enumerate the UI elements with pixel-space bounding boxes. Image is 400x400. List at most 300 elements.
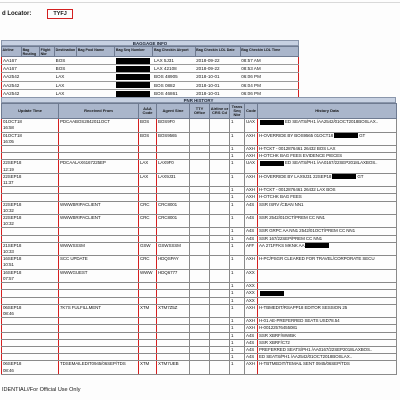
history-text: SSR GRPC AA NN1 2542/01OCT/PREM CC NN1 xyxy=(259,228,355,234)
pnr-cell-code: A4S xyxy=(245,339,258,346)
pnr-cell-update-time xyxy=(2,132,59,145)
pnr-cell-trans-seq-nbr: 1 xyxy=(230,160,245,173)
pnr-col-code: Code xyxy=(245,104,258,119)
pnr-cell-agent-sine: LAX9F0 xyxy=(157,160,190,173)
pnr-cell-update-time xyxy=(2,332,59,339)
pnr-cell-received-from xyxy=(59,132,139,145)
bag-cell-airline: AA2542 xyxy=(2,89,22,97)
update-time-text: 22SEP18 12:19 xyxy=(3,160,22,172)
pnr-cell-airline-crs-cd xyxy=(210,153,230,160)
pnr-cell-received-from: WWWSSSM xyxy=(59,242,139,255)
bag-cell-destination: LAX xyxy=(55,89,77,97)
pnr-cell-aaa-code xyxy=(139,297,157,304)
pnr-cell-code: AXH xyxy=(245,187,258,194)
pnr-cell-code: A4S xyxy=(245,354,258,361)
redaction-box xyxy=(116,58,150,64)
pnr-cell-code: UAX xyxy=(245,119,258,132)
bag-col-bag-routing: Bag Routing xyxy=(22,47,40,57)
pnr-cell-update-time xyxy=(2,160,59,173)
pnr-cell-trans-seq-nbr: 1 xyxy=(230,325,245,332)
pnr-cell-trans-seq-nbr: 1 xyxy=(230,235,245,242)
pnr-cell-tty-office xyxy=(190,361,210,374)
pnr-cell-tty-office xyxy=(190,332,210,339)
pnr-cell-tty-office xyxy=(190,187,210,194)
pnr-cell-update-time xyxy=(2,235,59,242)
pnr-cell-tty-office xyxy=(190,297,210,304)
pnr-cell-airline-crs-cd xyxy=(210,332,230,339)
pnr-cell-received-from xyxy=(59,228,139,235)
history-text: SSR 167/22SEP/PREM CC NN1 xyxy=(259,235,323,241)
pnr-cell-agent-sine: LAX9J31 xyxy=(157,173,190,186)
pnr-cell-airline-crs-cd xyxy=(210,228,230,235)
pnr-cell-history-data xyxy=(258,201,397,214)
bag-cell-checkin-time: 06:06 PM xyxy=(240,89,298,97)
update-time-text: 21SEP18 10:33 xyxy=(3,242,22,255)
pnr-cell-received-from: WWWGUEST xyxy=(59,269,139,282)
pnr-cell-received-from xyxy=(59,146,139,153)
pnr-cell-history-data xyxy=(258,132,397,145)
pnr-cell-code: A4S xyxy=(245,201,258,214)
pnr-cell-aaa-code: LAX xyxy=(139,160,157,173)
pnr-cell-history-data xyxy=(258,318,397,325)
bag-cell-checkin-time: 08:53 AM xyxy=(240,65,298,73)
pnr-cell-trans-seq-nbr: 1 xyxy=(230,297,245,304)
pnr-cell-tty-office xyxy=(190,242,210,255)
bag-col-bag-seq-number: Bag Seq Number xyxy=(115,47,153,57)
pnr-history-row xyxy=(2,173,397,186)
pnr-cell-tty-office xyxy=(190,269,210,282)
pnr-cell-agent-sine: HDQ6777 xyxy=(157,269,190,282)
pnr-history-section xyxy=(1,97,396,375)
pnr-cell-history-data xyxy=(258,160,397,173)
pnr-cell-update-time xyxy=(2,119,59,132)
pnr-cell-received-from xyxy=(59,346,139,353)
pnr-cell-aaa-code: XTM xyxy=(139,361,157,374)
bag-cell-bag-pool-name xyxy=(77,73,115,81)
pnr-cell-aaa-code: WWW xyxy=(139,269,157,282)
pnr-cell-aaa-code xyxy=(139,194,157,201)
pnr-cell-trans-seq-nbr: 1 xyxy=(230,346,245,353)
redaction-box xyxy=(305,243,329,248)
pnr-cell-agent-sine xyxy=(157,290,190,297)
pnr-cell-aaa-code xyxy=(139,283,157,290)
pnr-cell-tty-office xyxy=(190,318,210,325)
history-text: H-OVERRIDE BY BOS9565 01OCT18 xyxy=(259,132,334,138)
pnr-cell-agent-sine: CRC8001 xyxy=(157,215,190,228)
record-locator-label: d Locator: xyxy=(2,11,32,17)
update-time-text: 16SEP18 10:51 xyxy=(3,256,22,268)
pnr-cell-agent-sine xyxy=(157,187,190,194)
baggage-row xyxy=(2,81,299,89)
pnr-cell-tty-office xyxy=(190,304,210,317)
bag-cell-checkin-airport: LAX 42108 xyxy=(153,65,195,73)
pnr-cell-update-time xyxy=(2,153,59,160)
history-text: H-TCKT - 0012876461 26432 BOS LAX xyxy=(259,146,336,152)
pnr-history-row xyxy=(2,346,397,353)
pnr-cell-tty-office xyxy=(190,194,210,201)
pnr-cell-aaa-code: BOS xyxy=(139,132,157,145)
pnr-cell-received-from: PDCAALAX6167225EP xyxy=(59,160,139,173)
pnr-cell-aaa-code: BOS xyxy=(139,119,157,132)
baggage-info-title: BAGGAGE INFO xyxy=(1,40,299,46)
pnr-cell-tty-office xyxy=(190,325,210,332)
pnr-cell-received-from xyxy=(59,332,139,339)
pnr-cell-agent-sine: XTM7UEB xyxy=(157,361,190,374)
pnr-cell-history-data xyxy=(258,146,397,153)
scan-edge-line xyxy=(0,2,400,3)
pnr-cell-agent-sine xyxy=(157,146,190,153)
history-text: SSR 2542/01OCT/PREM CC NN1 xyxy=(259,215,325,221)
pnr-history-row xyxy=(2,332,397,339)
bag-cell-checkin-time: 06:04 PM xyxy=(240,81,298,89)
pnr-cell-history-data xyxy=(258,339,397,346)
pnr-cell-code: AXH xyxy=(245,146,258,153)
history-text: SSR XBRF/WWBK xyxy=(259,332,296,338)
pnr-cell-received-from: WWWBRIPACLIENT xyxy=(59,201,139,214)
bag-cell-bag-seq-number xyxy=(115,73,153,81)
bag-cell-airline: AA2542 xyxy=(2,81,22,89)
pnr-cell-airline-crs-cd xyxy=(210,173,230,186)
pnr-cell-update-time xyxy=(2,228,59,235)
bag-col-flight-nbr: Flight Nbr xyxy=(40,47,55,57)
pnr-history-row xyxy=(2,339,397,346)
pnr-cell-received-from xyxy=(59,187,139,194)
pnr-cell-aaa-code xyxy=(139,153,157,160)
pnr-cell-code: A4S xyxy=(245,332,258,339)
bag-cell-bag-routing xyxy=(22,73,40,81)
pnr-history-row xyxy=(2,242,397,255)
pnr-cell-update-time xyxy=(2,269,59,282)
bag-col-checkin-date: Bag Checkin LDL Date xyxy=(195,47,240,57)
bag-cell-destination: LAX xyxy=(55,81,77,89)
pnr-history-row xyxy=(2,290,397,297)
update-time-text: 16SEP18 07:57 xyxy=(3,269,22,281)
pnr-cell-history-data xyxy=(258,173,397,186)
history-text: GT xyxy=(359,132,366,138)
bag-cell-checkin-time: 08:57 AM xyxy=(240,57,298,65)
pnr-cell-code: AFF xyxy=(245,242,258,255)
pnr-cell-received-from: PDCAABOS2842011OCT xyxy=(59,119,139,132)
pnr-cell-tty-office xyxy=(190,354,210,361)
pnr-cell-history-data xyxy=(258,242,397,255)
pnr-cell-airline-crs-cd xyxy=(210,132,230,145)
history-text: ED SEATS/PH1 /AA0167/22SEP2018LAXBOS.. xyxy=(285,160,378,166)
history-text: H-TBTMEDIT/TEMAIL SENT 0945/06SEP/TDS xyxy=(259,361,350,367)
pnr-cell-aaa-code: GSW xyxy=(139,242,157,255)
bag-cell-bag-pool-name xyxy=(77,65,115,73)
pnr-cell-aaa-code: CRC xyxy=(139,215,157,228)
bag-cell-flight-nbr xyxy=(40,57,55,65)
pnr-cell-trans-seq-nbr: 1 xyxy=(230,187,245,194)
pnr-history-row xyxy=(2,325,397,332)
history-text: H-OTCHK BAG FEES EVIDENCE PIECES xyxy=(259,153,343,159)
pnr-cell-history-data xyxy=(258,354,397,361)
pnr-cell-update-time xyxy=(2,146,59,153)
pnr-history-row xyxy=(2,160,397,173)
pnr-history-row xyxy=(2,297,397,304)
pnr-cell-aaa-code xyxy=(139,235,157,242)
bag-cell-checkin-airport: BOS 0882 xyxy=(153,81,195,89)
bag-cell-flight-nbr xyxy=(40,81,55,89)
pnr-cell-airline-crs-cd xyxy=(210,339,230,346)
pnr-cell-history-data xyxy=(258,256,397,269)
bag-cell-bag-routing xyxy=(22,57,40,65)
pnr-cell-received-from xyxy=(59,354,139,361)
history-text: AA 271FFKS MKNK AA xyxy=(259,242,305,248)
pnr-cell-agent-sine xyxy=(157,354,190,361)
pnr-cell-agent-sine xyxy=(157,297,190,304)
pnr-cell-update-time xyxy=(2,194,59,201)
pnr-cell-received-from xyxy=(59,283,139,290)
baggage-row xyxy=(2,57,299,65)
pnr-cell-code: AXH xyxy=(245,194,258,201)
pnr-col-tty-office: TTY Office xyxy=(190,104,210,119)
bag-col-airline: Airline xyxy=(2,47,22,57)
pnr-cell-airline-crs-cd xyxy=(210,160,230,173)
bag-col-bag-pool-name: Bag Pool Name xyxy=(77,47,115,57)
history-text: H-OVERRIDE BY LAX9J31 22SEP18 xyxy=(259,173,332,179)
pnr-cell-airline-crs-cd xyxy=(210,242,230,255)
bag-cell-checkin-date: 2018-10-01 xyxy=(195,73,240,81)
pnr-cell-tty-office xyxy=(190,256,210,269)
redaction-box xyxy=(334,133,358,138)
pnr-cell-tty-office xyxy=(190,339,210,346)
pnr-cell-code: UAX xyxy=(245,160,258,173)
pnr-cell-airline-crs-cd xyxy=(210,283,230,290)
pnr-history-row xyxy=(2,269,397,282)
pnr-cell-update-time xyxy=(2,318,59,325)
bag-cell-bag-routing xyxy=(22,81,40,89)
bag-cell-bag-pool-name xyxy=(77,57,115,65)
pnr-cell-update-time xyxy=(2,354,59,361)
bag-cell-flight-nbr xyxy=(40,65,55,73)
pnr-cell-code: AXX xyxy=(245,269,258,282)
pnr-col-update-time: Update Time xyxy=(2,104,59,119)
pnr-cell-trans-seq-nbr: 1 xyxy=(230,132,245,145)
pnr-cell-tty-office xyxy=(190,160,210,173)
history-text: PREFERRED SEATS/PH1 /AA0167/22SEP2018LAXBOS.. xyxy=(259,346,373,352)
pnr-cell-code: AXH xyxy=(245,325,258,332)
bag-col-destination: Destination xyxy=(55,47,77,57)
update-time-text: 22SEP18 10:32 xyxy=(3,215,22,227)
pnr-cell-tty-office xyxy=(190,153,210,160)
pnr-cell-trans-seq-nbr: 1 xyxy=(230,290,245,297)
pnr-cell-trans-seq-nbr: 1 xyxy=(230,194,245,201)
pnr-cell-code: A4S xyxy=(245,228,258,235)
pnr-cell-agent-sine: XTM7Z5Z xyxy=(157,304,190,317)
pnr-cell-history-data xyxy=(258,194,397,201)
bag-cell-destination: BOS xyxy=(55,65,77,73)
pnr-cell-received-from: TDSEMAILEDIT0945/06SEP/TDS xyxy=(59,361,139,374)
pnr-cell-trans-seq-nbr: 1 xyxy=(230,304,245,317)
pnr-history-row xyxy=(2,256,397,269)
pnr-history-row xyxy=(2,235,397,242)
bag-cell-bag-routing xyxy=(22,65,40,73)
redaction-box xyxy=(116,74,150,80)
pnr-cell-airline-crs-cd xyxy=(210,318,230,325)
pnr-cell-aaa-code xyxy=(139,325,157,332)
update-time-text: 01OCT18 16:05 xyxy=(3,132,22,144)
pnr-cell-update-time xyxy=(2,215,59,228)
pnr-cell-trans-seq-nbr: 1 xyxy=(230,332,245,339)
pnr-history-row xyxy=(2,215,397,228)
baggage-row xyxy=(2,73,299,81)
pnr-cell-aaa-code xyxy=(139,318,157,325)
update-time-text: 06SEP18 08:46 xyxy=(3,361,22,373)
pnr-cell-aaa-code: CRC xyxy=(139,201,157,214)
bag-cell-destination: LAX xyxy=(55,73,77,81)
pnr-cell-received-from: SCC UPDATE xyxy=(59,256,139,269)
pnr-cell-code: AXH xyxy=(245,304,258,317)
pnr-cell-airline-crs-cd xyxy=(210,201,230,214)
pnr-cell-received-from xyxy=(59,173,139,186)
history-text: H-PC/PSGR CLEARED FOR TRAVEL/CORPORATE SECU xyxy=(259,256,375,262)
pnr-history-table-body xyxy=(2,119,397,375)
history-text: ED SEATS/PH1 /AA2542/01OCT2018BOSLAX.. xyxy=(285,119,378,125)
history-text: GT xyxy=(357,173,364,179)
pnr-cell-received-from xyxy=(59,297,139,304)
pnr-history-row xyxy=(2,187,397,194)
pnr-cell-history-data xyxy=(258,297,397,304)
pnr-history-row xyxy=(2,228,397,235)
pnr-cell-received-from xyxy=(59,318,139,325)
pnr-history-row xyxy=(2,283,397,290)
pnr-history-row xyxy=(2,153,397,160)
pnr-cell-airline-crs-cd xyxy=(210,290,230,297)
redaction-box xyxy=(332,174,356,179)
pnr-cell-trans-seq-nbr: 1 xyxy=(230,201,245,214)
bag-col-checkin-time: Bag Checkin LDL Time xyxy=(240,47,298,57)
pnr-cell-trans-seq-nbr: 1 xyxy=(230,119,245,132)
pnr-cell-code: AXX xyxy=(245,290,258,297)
pnr-cell-received-from: WWWBRIPACLIENT xyxy=(59,215,139,228)
pnr-col-history-data: History Data xyxy=(258,104,397,119)
bag-cell-airline: AA167 xyxy=(2,57,22,65)
pnr-cell-trans-seq-nbr: 1 xyxy=(230,283,245,290)
redaction-box xyxy=(116,91,150,97)
pnr-cell-received-from xyxy=(59,235,139,242)
pnr-cell-history-data xyxy=(258,119,397,132)
pnr-col-airline-crs-cd: Airline or CRS Cd xyxy=(210,104,230,119)
pnr-cell-history-data xyxy=(258,325,397,332)
pnr-history-row xyxy=(2,119,397,132)
pnr-cell-update-time xyxy=(2,325,59,332)
bag-cell-bag-seq-number xyxy=(115,57,153,65)
pnr-cell-received-from xyxy=(59,325,139,332)
pnr-cell-airline-crs-cd xyxy=(210,361,230,374)
pnr-cell-agent-sine xyxy=(157,228,190,235)
pnr-cell-agent-sine xyxy=(157,153,190,160)
baggage-table-body xyxy=(2,57,299,98)
pnr-cell-trans-seq-nbr: 1 xyxy=(230,339,245,346)
pnr-cell-received-from: 7K7S FULFILLMENT xyxy=(59,304,139,317)
pnr-cell-tty-office xyxy=(190,290,210,297)
pnr-cell-received-from xyxy=(59,153,139,160)
pnr-cell-airline-crs-cd xyxy=(210,187,230,194)
pnr-cell-agent-sine xyxy=(157,332,190,339)
pnr-cell-history-data xyxy=(258,361,397,374)
bag-cell-checkin-date: 2018-09-22 xyxy=(195,57,240,65)
update-time-text: 22SEP18 10:32 xyxy=(3,201,22,213)
pnr-cell-code: A4S xyxy=(245,235,258,242)
pnr-cell-trans-seq-nbr: 1 xyxy=(230,146,245,153)
pnr-cell-tty-office xyxy=(190,119,210,132)
pnr-history-row xyxy=(2,194,397,201)
pnr-cell-code: AXH xyxy=(245,361,258,374)
pnr-cell-agent-sine xyxy=(157,194,190,201)
bag-cell-checkin-date: 2018-10-01 xyxy=(195,89,240,97)
pnr-cell-aaa-code xyxy=(139,146,157,153)
pnr-cell-tty-office xyxy=(190,146,210,153)
pnr-cell-tty-office xyxy=(190,228,210,235)
bag-cell-flight-nbr xyxy=(40,73,55,81)
pnr-history-row xyxy=(2,318,397,325)
pnr-cell-airline-crs-cd xyxy=(210,119,230,132)
pnr-cell-agent-sine xyxy=(157,346,190,353)
pnr-cell-aaa-code: LAX xyxy=(139,173,157,186)
pnr-cell-tty-office xyxy=(190,201,210,214)
pnr-history-row xyxy=(2,201,397,214)
pnr-cell-history-data xyxy=(258,215,397,228)
pnr-history-row xyxy=(2,361,397,374)
pnr-cell-trans-seq-nbr: 1 xyxy=(230,256,245,269)
pnr-cell-code: AXH xyxy=(245,153,258,160)
history-text: H-00122576455081 xyxy=(259,325,298,331)
redaction-box xyxy=(116,82,150,88)
pnr-cell-update-time xyxy=(2,201,59,214)
pnr-cell-history-data xyxy=(258,304,397,317)
update-time-text: 22SEP18 11:37 xyxy=(3,173,22,186)
pnr-cell-update-time xyxy=(2,173,59,186)
bag-col-checkin-airport: Bag Checkin Airport xyxy=(153,47,195,57)
pnr-cell-aaa-code xyxy=(139,228,157,235)
pnr-cell-code: AXH xyxy=(245,173,258,186)
pnr-history-row xyxy=(2,132,397,145)
pnr-cell-airline-crs-cd xyxy=(210,346,230,353)
bag-cell-airline: AA2542 xyxy=(2,73,22,81)
bag-cell-checkin-airport: BOS 46861 xyxy=(153,89,195,97)
history-text: H-01 AE-PREFERRED SEATS USD78.54 xyxy=(259,318,340,324)
pnr-cell-received-from xyxy=(59,339,139,346)
pnr-cell-trans-seq-nbr: 1 xyxy=(230,228,245,235)
pnr-cell-trans-seq-nbr: 1 xyxy=(230,173,245,186)
pnr-cell-airline-crs-cd xyxy=(210,304,230,317)
pnr-cell-history-data xyxy=(258,290,397,297)
pnr-cell-received-from xyxy=(59,194,139,201)
pnr-cell-agent-sine xyxy=(157,318,190,325)
history-text: ED SEATS/PH1 /AA2542/01OCT2018BOSLAX.. xyxy=(259,354,352,360)
pnr-cell-airline-crs-cd xyxy=(210,325,230,332)
pnr-cell-aaa-code: CRC xyxy=(139,256,157,269)
pnr-cell-aaa-code xyxy=(139,354,157,361)
bag-cell-checkin-airport: BOS 48905 xyxy=(153,73,195,81)
pnr-cell-airline-crs-cd xyxy=(210,269,230,282)
pnr-history-table xyxy=(1,103,397,375)
pnr-cell-history-data xyxy=(258,228,397,235)
pnr-cell-received-from xyxy=(59,290,139,297)
classification-footer: IDENTIAL//For Official Use Only xyxy=(2,387,81,393)
pnr-cell-airline-crs-cd xyxy=(210,354,230,361)
record-locator-value: TYFJ xyxy=(47,9,72,19)
pnr-cell-airline-crs-cd xyxy=(210,256,230,269)
redaction-box xyxy=(260,161,284,166)
pnr-cell-update-time xyxy=(2,187,59,194)
pnr-cell-code: AXX xyxy=(245,297,258,304)
redaction-box xyxy=(260,291,284,296)
pnr-cell-update-time xyxy=(2,361,59,374)
pnr-cell-airline-crs-cd xyxy=(210,146,230,153)
pnr-cell-trans-seq-nbr: 1 xyxy=(230,269,245,282)
